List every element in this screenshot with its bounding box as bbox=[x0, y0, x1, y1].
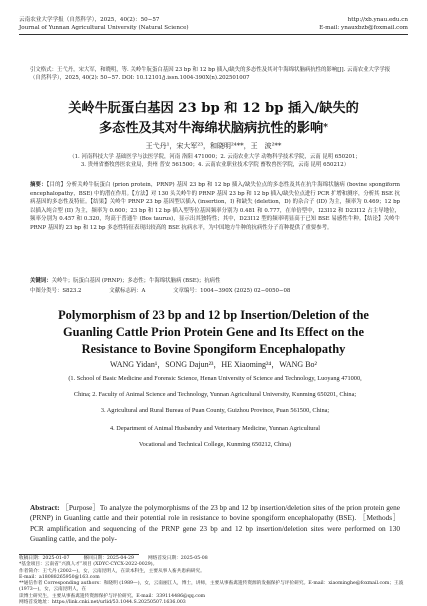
authors-en: WANG Yidan¹，SONG Dajun²³，HE Xiaoming²⁴，WANG Bo² bbox=[110, 360, 317, 369]
affiliation-cn-line2: 3. 贵州省畜牧兽医农业局，贵州 普安 561500；4. 云南农业职业技术学院 畜牧兽医学院，云南 昆明 650212） bbox=[80, 162, 350, 168]
title-cn-line2 bbox=[0, 117, 427, 136]
fund-note: *基金项目：云南省“兴滇人才”项目 (XDYC-CYCX-2022-0029)。 bbox=[19, 562, 158, 568]
title-cn-line1-text: 关岭牛朊蛋白基因 23 bp 和 12 bp 插入/缺失的 bbox=[68, 101, 359, 116]
keywords-cn bbox=[30, 277, 400, 285]
title-cn-line1 bbox=[0, 97, 427, 116]
received-date: 收稿日期：2025-01-07 bbox=[19, 556, 70, 561]
abstract-en-text: ［Purpose］To analyze the polymorphisms of the 23 bp and 12 bp insertion/deletion sites of the prion protein gene (PRNP) in Guanling cattle and their potential role in resistance to bovine spongiform encephalopathy (BSE). ［Methods］PCR amplification and sequencing of the PRNP gene 23 bp and 12 bp insertion/deletion sites were performed on 130 Guanling cattle, and the poly- bbox=[30, 503, 400, 543]
abstract-en-label: Abstract: bbox=[30, 503, 60, 512]
citation-format: 引文格式：王弋丹，宋大军，和晓明，等. 关岭牛朊蛋白基因 23 bp 和 12 bp 插入/缺失的多态性及其对牛海绵状脑病抗性的影响[J]. 云南农业大学学报（自然科学），2025, 40(2): 50−57. DOI: 10.12101/j.issn.1004-390X(n).202501007 bbox=[30, 67, 391, 81]
abstract-cn-text: 【目的】分析关岭牛朊蛋白 (prion protein，PRNP) 基因 23 bp 和 12 bp 插入/缺失位点的多态性及其在抗牛海绵状脑病 (bovine spongiform encephalopathy，BSE) 中的潜在作用。【方法】对 130 头关岭牛的 PRNP 基因 23 bp 和 12 bp 插入/缺失位点进行 PCR 扩增和测序，分析其 BSE 抗病基因的多态性及特征。【结果】关岭牛 PRNP 23 bp 基因型以插入 (insertion，I) 和缺失 (deletion，D) 的杂合子 (ID) 为主，频率为 0.469；12 bp 以插入纯合型 (II) 为主，频率为 0.600；23 bp 和 12 bp 插入型等位基因频率分别为 0.481 和 0.777，在单倍型中，I23I12 和 D23I12 占主导地位，频率分别为 0.457 和 0.320，均高于普通牛 (Bos taurus)，显示出其独特性；其中，D23I12 型的频率明显高于已知 BSE 易感性牛种。【结论】关岭牛 PRNP 基因的 23 bp 和 12 bp 多态性特征表现出较高的 BSE 抗病水平，为中国地方牛种的抗病性分子育种提供了重要参考。 bbox=[30, 182, 400, 231]
footnotes bbox=[19, 556, 414, 606]
keywords-cn-text: 关岭牛；朊蛋白基因 (PRNP)；多态性；牛海绵状脑病 (BSE)；抗病性 bbox=[51, 278, 221, 284]
online-date: 网络首发日期：2025-05-08 bbox=[147, 556, 208, 561]
abstract-cn-label: 摘要： bbox=[30, 182, 47, 188]
title-en-line1: Polymorphism of 23 bp and 12 bp Insertion/Deletion of the bbox=[58, 308, 369, 322]
abstract-en bbox=[30, 503, 400, 544]
title-cn-line2-text: 多态性及其对牛海绵状脑病抗性的影响 bbox=[98, 121, 324, 136]
corresponding-authors-1: **通信作者 Corresponding authors：和晓明 (1989—)，女，云南丽江人，博士，讲师，主要从事畜禽遗传资源的发掘保护与评价研究。E-mail：xiaominghe@foxmail.com；王波 (1973—)，女，云南昆明人，在 bbox=[19, 581, 404, 593]
affiliation-en-line3: 3. Agricultural and Rural Bureau of Puan County, Guizhou Province, Puan 561500, China; bbox=[100, 407, 330, 414]
affiliation-en-line4: 4. Department of Animal Husbandry and Veterinary Medicine, Yunnan Agricultural bbox=[109, 425, 321, 432]
classification-row bbox=[30, 286, 400, 294]
clc-number: 中图分类号：S823.2 bbox=[30, 288, 82, 294]
corresponding-authors-2: 读博士研究生，主要从事畜禽遗传资源保护与评价研究。E-mail：339114486@qq.com bbox=[19, 593, 206, 599]
journal-url[interactable]: http://xb.ynau.edu.cn bbox=[347, 17, 408, 23]
author-email[interactable]: E-mail：a18088265950@163.com bbox=[19, 574, 100, 580]
title-en-line2: Guanling Cattle Prion Protein Gene and Its Effect on the bbox=[63, 325, 364, 339]
title-fund-mark: * bbox=[323, 122, 329, 133]
abstract-cn bbox=[30, 181, 400, 233]
authors-cn: 王弋丹¹，宋大军²³，和晓明²⁴**，王 波²** bbox=[145, 142, 282, 150]
footnote-rule bbox=[19, 554, 139, 555]
document-code: 文献标志码：A bbox=[109, 288, 146, 294]
revised-date: 修回日期：2025-04-29 bbox=[83, 556, 134, 561]
article-number: 文章编号：1004−390X (2025) 02−0050−08 bbox=[173, 288, 291, 294]
author-intro: 作者简介：王弋丹 (2002—)，女，云南昆明人，在读本科生，主要从事人畜共患病研究。 bbox=[19, 568, 205, 574]
online-url[interactable]: 网络首发地址：https://link.cnki.net/urlid/53.1044.S.20250507.1636.003 bbox=[19, 600, 186, 606]
affiliation-en-line1: (1. School of Basic Medicine and Forensic Science, Henan University of Science and Technology, Luoyang 471000, bbox=[68, 375, 362, 382]
header-rule bbox=[19, 34, 408, 35]
title-en-line3: Resistance to Bovine Spongiform Encephalopathy bbox=[81, 342, 346, 356]
journal-header-cn: 云南农业大学学报（自然科学），2025，40(2)：50−57 bbox=[19, 17, 160, 23]
affiliation-en-line2: China; 2. Faculty of Animal Science and Technology, Yunnan Agricultural University, Kunming 650201, China; bbox=[73, 391, 357, 398]
affiliation-cn-line1: （1. 河南科技大学 基础医学与法医学院，河南 洛阳 471000；2. 云南农业大学 动物科学技术学院，云南 昆明 650201； bbox=[69, 154, 361, 160]
keywords-cn-label: 关键词： bbox=[30, 278, 52, 284]
affiliation-en-line5: Vocational and Technical College, Kunming 650212, China) bbox=[138, 441, 292, 448]
journal-email[interactable]: E-mail: ynauxbzb@foxmail.com bbox=[319, 25, 408, 31]
title-en bbox=[0, 307, 427, 358]
journal-header-en: Journal of Yunnan Agricultural University (Natural Science) bbox=[19, 25, 189, 31]
